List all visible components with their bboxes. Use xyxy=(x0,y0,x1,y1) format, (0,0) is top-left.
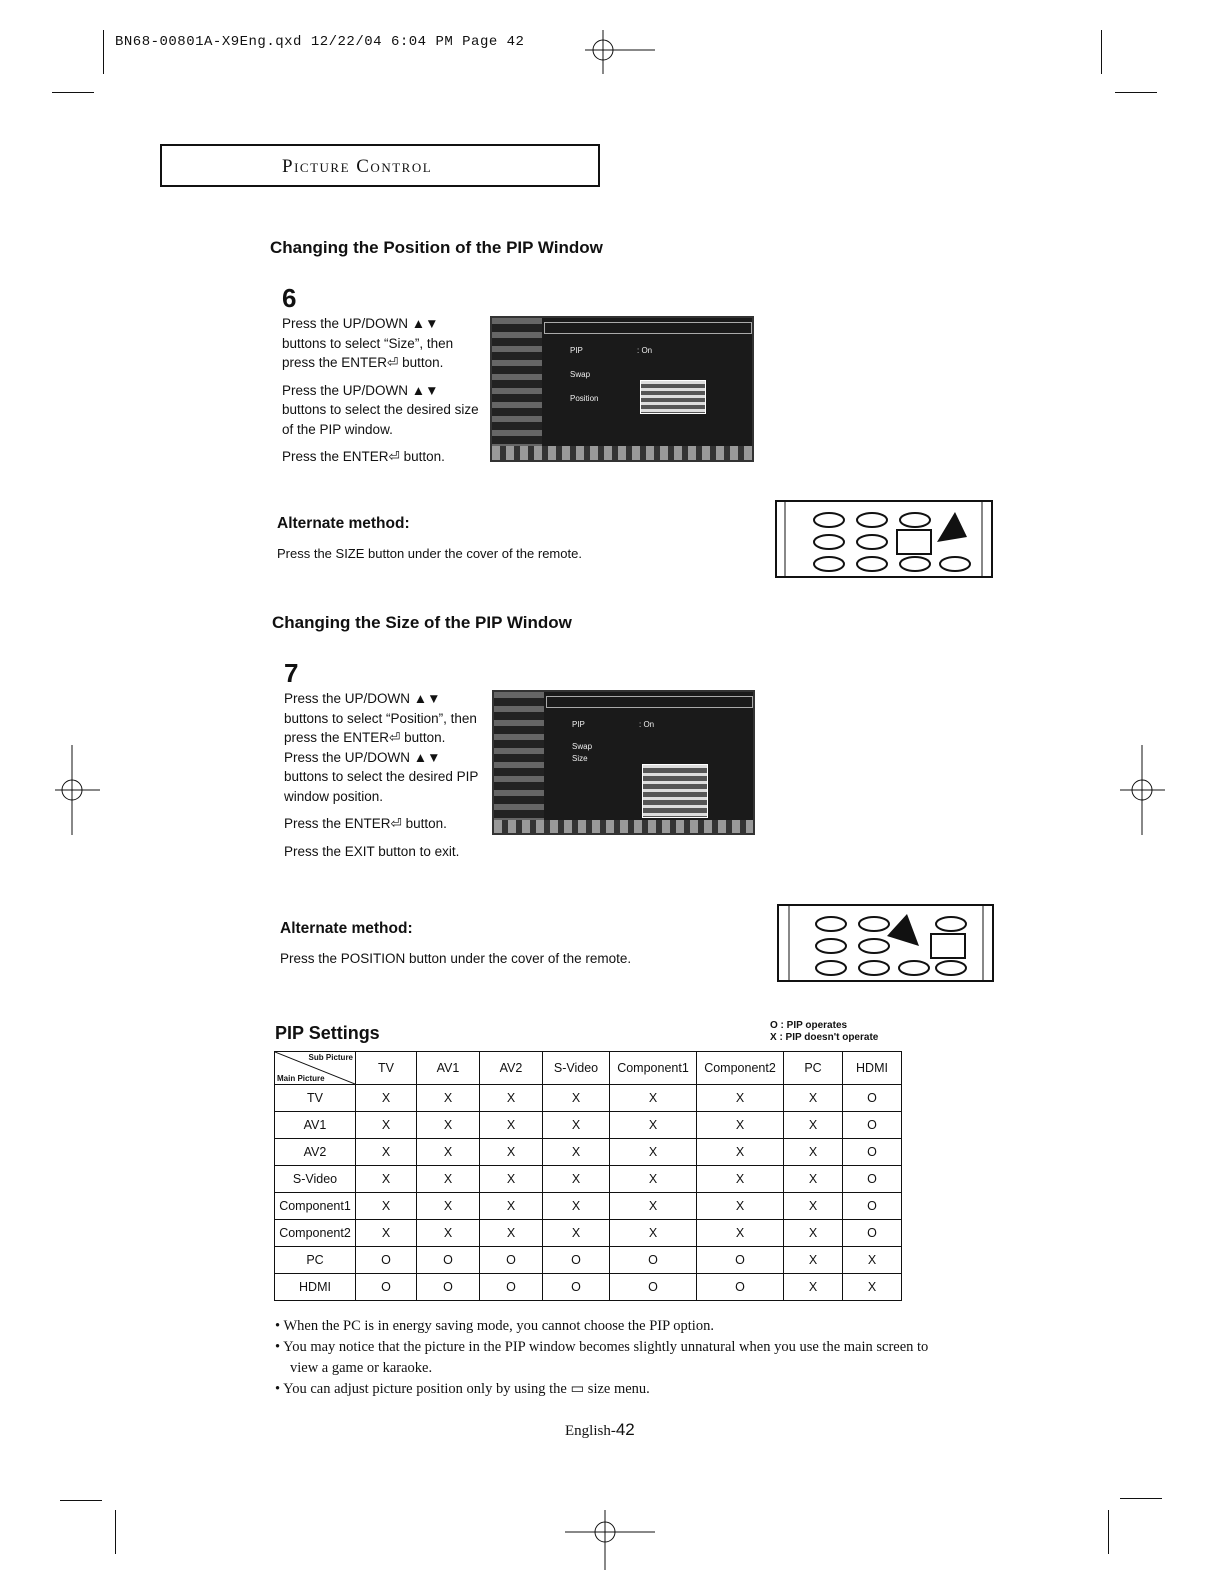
note-item: • When the PC is in energy saving mode, you cannot choose the PIP option. xyxy=(275,1318,714,1334)
instruction: Press the UP/DOWN ▲▼ buttons to select “Position”, then press the ENTER⏎ button. xyxy=(284,691,477,745)
instruction: Press the UP/DOWN ▲▼ buttons to select the desired PIP window position. xyxy=(284,749,479,804)
column-header: S-Video xyxy=(543,1052,610,1085)
table-cell: X xyxy=(356,1166,417,1193)
table-cell: X xyxy=(480,1112,543,1139)
alternate-method-title: Alternate method: xyxy=(277,515,410,532)
column-header: HDMI xyxy=(843,1052,902,1085)
menu-item-value: : On xyxy=(639,720,655,729)
table-cell: X xyxy=(843,1247,902,1274)
table-cell: O xyxy=(843,1166,902,1193)
table-row xyxy=(275,1085,902,1112)
table-cell: X xyxy=(843,1274,902,1301)
table-cell: X xyxy=(543,1085,610,1112)
table-cell: O xyxy=(697,1274,784,1301)
table-cell: X xyxy=(356,1085,417,1112)
table-cell: X xyxy=(610,1139,697,1166)
page-number: 42 xyxy=(615,1420,635,1439)
print-header: BN68-00801A-X9Eng.qxd 12/22/04 6:04 PM Page 42 xyxy=(115,34,525,50)
legend-operates: O : PIP operates xyxy=(770,1020,848,1031)
column-header: Component2 xyxy=(697,1052,784,1085)
table-cell: X xyxy=(480,1220,543,1247)
table-cell: X xyxy=(784,1274,843,1301)
crop-mark xyxy=(1101,30,1102,74)
table-row xyxy=(275,1274,902,1301)
table-cell: X xyxy=(356,1139,417,1166)
osd-menu-screenshot xyxy=(490,316,754,462)
menu-item-value: : On xyxy=(637,346,653,355)
column-header: AV1 xyxy=(417,1052,480,1085)
table-cell: X xyxy=(417,1193,480,1220)
legend-not-operates: X : PIP doesn't operate xyxy=(770,1032,879,1043)
table-cell: X xyxy=(610,1112,697,1139)
alternate-method-title: Alternate method: xyxy=(280,920,413,937)
notes-list xyxy=(275,1316,945,1400)
pip-settings-table xyxy=(274,1051,902,1301)
table-cell: X xyxy=(784,1193,843,1220)
table-cell: X xyxy=(480,1085,543,1112)
crop-mark xyxy=(115,1510,116,1554)
step-instructions xyxy=(284,689,484,869)
table-row xyxy=(275,1139,902,1166)
table-cell: X xyxy=(356,1220,417,1247)
corner-header xyxy=(275,1052,356,1085)
table-cell: O xyxy=(843,1139,902,1166)
table-row xyxy=(275,1220,902,1247)
page-footer xyxy=(565,1420,635,1440)
alternate-method-text: Press the SIZE button under the cover of the remote. xyxy=(277,546,582,561)
crop-mark xyxy=(60,1500,102,1501)
table-row xyxy=(275,1166,902,1193)
table-cell: X xyxy=(417,1166,480,1193)
table-cell: X xyxy=(610,1193,697,1220)
remote-illustration xyxy=(777,904,994,982)
column-header: AV2 xyxy=(480,1052,543,1085)
table-row xyxy=(275,1112,902,1139)
corner-top-label: Sub Picture xyxy=(308,1053,353,1062)
table-header-row xyxy=(275,1052,902,1085)
legend xyxy=(770,1020,878,1044)
table-cell: X xyxy=(610,1220,697,1247)
table-cell: X xyxy=(784,1085,843,1112)
note-item: • You may notice that the picture in the PIP window becomes slightly unnatural when you use the main screen to view a game or karaoke. xyxy=(275,1339,929,1376)
menu-item: Size xyxy=(572,754,588,763)
table-cell: O xyxy=(356,1274,417,1301)
menu-item: Swap xyxy=(570,370,591,379)
crop-mark xyxy=(1115,92,1157,93)
note-text: You can adjust picture position only by using the ▭ size menu. xyxy=(283,1381,650,1397)
row-label: TV xyxy=(275,1085,356,1112)
table-cell: X xyxy=(417,1220,480,1247)
instruction: Press the ENTER⏎ button. xyxy=(284,816,447,831)
crop-mark xyxy=(1120,1498,1162,1499)
remote-illustration xyxy=(775,500,993,578)
instruction: Press the EXIT button to exit. xyxy=(284,843,460,859)
menu-item: Swap xyxy=(572,742,593,751)
menu-bottom-bar xyxy=(494,820,753,833)
table-cell: O xyxy=(843,1085,902,1112)
table-cell: O xyxy=(843,1220,902,1247)
step-instructions xyxy=(282,314,482,475)
table-cell: X xyxy=(417,1112,480,1139)
table-cell: O xyxy=(417,1274,480,1301)
table-cell: O xyxy=(417,1247,480,1274)
registration-mark xyxy=(585,30,655,74)
section-title-box xyxy=(160,144,600,187)
table-cell: X xyxy=(784,1139,843,1166)
column-header: TV xyxy=(356,1052,417,1085)
instruction: Press the UP/DOWN ▲▼ buttons to select “Size”, then press the ENTER⏎ button. xyxy=(282,316,454,370)
table-cell: O xyxy=(843,1193,902,1220)
table-cell: X xyxy=(543,1139,610,1166)
table-cell: X xyxy=(356,1193,417,1220)
note-item: • You can adjust picture position only by using the ▭ size menu. xyxy=(275,1381,650,1397)
table-cell: X xyxy=(697,1085,784,1112)
row-label: PC xyxy=(275,1247,356,1274)
menu-sidebar xyxy=(492,318,542,460)
table-cell: O xyxy=(356,1247,417,1274)
crop-mark xyxy=(52,92,94,93)
remote-buttons-icon xyxy=(777,502,991,576)
table-cell: X xyxy=(543,1193,610,1220)
table-cell: X xyxy=(697,1139,784,1166)
table-row xyxy=(275,1193,902,1220)
row-label: S-Video xyxy=(275,1166,356,1193)
registration-mark xyxy=(1120,745,1165,835)
section1-heading: Changing the Position of the PIP Window xyxy=(270,238,603,257)
row-label: Component1 xyxy=(275,1193,356,1220)
row-label: Component2 xyxy=(275,1220,356,1247)
table-cell: X xyxy=(697,1166,784,1193)
position-options-box xyxy=(642,764,708,818)
table-cell: X xyxy=(697,1112,784,1139)
table-cell: X xyxy=(480,1139,543,1166)
osd-menu-screenshot xyxy=(492,690,755,835)
section-title: Picture Control xyxy=(282,156,433,177)
column-header: PC xyxy=(784,1052,843,1085)
table-cell: O xyxy=(697,1247,784,1274)
table-cell: O xyxy=(843,1112,902,1139)
table-cell: X xyxy=(610,1166,697,1193)
table-cell: O xyxy=(610,1247,697,1274)
menu-bottom-bar xyxy=(492,446,752,460)
table-cell: X xyxy=(697,1193,784,1220)
menu-top-bar xyxy=(546,696,753,708)
table-cell: O xyxy=(543,1274,610,1301)
table-cell: X xyxy=(480,1193,543,1220)
column-header: Component1 xyxy=(610,1052,697,1085)
menu-sidebar xyxy=(494,692,544,833)
table-cell: X xyxy=(543,1166,610,1193)
table-cell: X xyxy=(417,1139,480,1166)
registration-mark xyxy=(565,1510,655,1570)
menu-top-bar xyxy=(544,322,752,334)
table-cell: X xyxy=(784,1166,843,1193)
row-label: AV2 xyxy=(275,1139,356,1166)
registration-mark xyxy=(55,745,100,835)
row-label: AV1 xyxy=(275,1112,356,1139)
table-cell: X xyxy=(543,1220,610,1247)
table-cell: O xyxy=(480,1247,543,1274)
alternate-method-text: Press the POSITION button under the cover of the remote. xyxy=(280,951,632,966)
table-cell: X xyxy=(417,1085,480,1112)
table-cell: O xyxy=(480,1274,543,1301)
size-options-box xyxy=(640,380,706,414)
note-text: You may notice that the picture in the PIP window becomes slightly unnatural when you use the main screen to view a game or karaoke. xyxy=(283,1339,929,1376)
corner-bottom-label: Main Picture xyxy=(277,1074,325,1083)
menu-item: PIP xyxy=(570,346,583,355)
step-number: 6 xyxy=(282,283,297,313)
crop-mark xyxy=(1108,1510,1109,1554)
table-row xyxy=(275,1247,902,1274)
menu-item: Position xyxy=(570,394,599,403)
table-cell: O xyxy=(543,1247,610,1274)
footer-language: English- xyxy=(565,1423,616,1439)
step-number: 7 xyxy=(284,658,299,688)
table-cell: X xyxy=(610,1085,697,1112)
instruction: Press the UP/DOWN ▲▼ buttons to select the desired size of the PIP window. xyxy=(282,382,479,437)
table-cell: O xyxy=(610,1274,697,1301)
table-cell: X xyxy=(697,1220,784,1247)
table-cell: X xyxy=(784,1220,843,1247)
table-cell: X xyxy=(784,1112,843,1139)
section2-heading: Changing the Size of the PIP Window xyxy=(272,613,572,632)
remote-buttons-icon xyxy=(779,906,992,980)
instruction: Press the ENTER⏎ button. xyxy=(282,449,445,464)
menu-item: PIP xyxy=(572,720,585,729)
table-cell: X xyxy=(356,1112,417,1139)
row-label: HDMI xyxy=(275,1274,356,1301)
crop-mark xyxy=(103,30,104,74)
note-text: When the PC is in energy saving mode, you cannot choose the PIP option. xyxy=(283,1318,714,1334)
table-cell: X xyxy=(543,1112,610,1139)
table-cell: X xyxy=(784,1247,843,1274)
pip-settings-title: PIP Settings xyxy=(275,1023,380,1043)
table-cell: X xyxy=(480,1166,543,1193)
